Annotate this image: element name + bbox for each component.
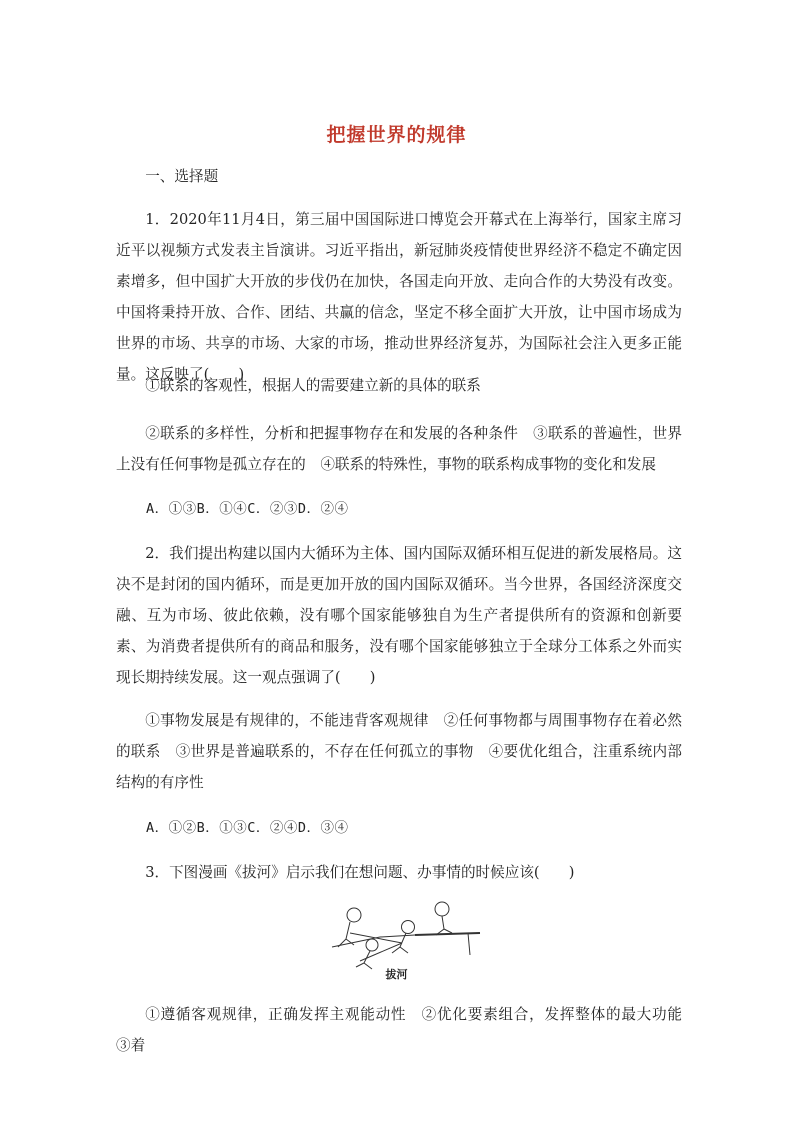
question-2-items: ①事物发展是有规律的，不能违背客观规律 ②任何事物都与周围事物存在着必然的联系 ③世界是普遍联系的，不存在任何孤立的事物 ④要优化组合，注重系统内部结构的有序性: [116, 712, 682, 791]
question-1-item-1: ①联系的客观性，根据人的需要建立新的具体的联系: [145, 377, 481, 394]
figure-head: [366, 939, 378, 951]
figure-head: [402, 921, 415, 934]
page-title: 把握世界的规律: [326, 124, 467, 146]
figure-body: [436, 916, 452, 935]
question-2-options: A．①②B．①③C．②④D．③④: [146, 820, 349, 836]
figure-head: [435, 902, 449, 916]
figure-head: [347, 908, 361, 922]
figure-caption: 拔河: [385, 968, 408, 981]
question-1-options: A．①③B．①④C．②③D．②④: [146, 501, 349, 517]
rope-line: [415, 933, 480, 935]
question-3-items: ①遵循客观规律，正确发挥主观能动性 ②优化要素组合，发挥整体的最大功能 ③着: [116, 1006, 697, 1054]
stake-line: [468, 933, 470, 955]
question-3-stem: 3．下图漫画《拔河》启示我们在想问题、办事情的时候应该( ): [145, 864, 575, 881]
figure-body: [338, 922, 354, 947]
rope-line: [380, 935, 415, 937]
question-1-items-2-4: ②联系的多样性，分析和把握事物存在和发展的各种条件 ③联系的普遍性，世界上没有任何事物是孤立存在的 ④联系的特殊性，事物的联系构成事物的变化和发展: [116, 425, 682, 473]
question-1-stem: 1．2020年11月4日，第三届中国国际进口博览会开幕式在上海举行，国家主席习近平以视频方式发表主旨演讲。习近平指出，新冠肺炎疫情使世界经济不稳定不确定因素增多，但中国扩大开放的步伐仍在加快，各国走向开放、走向合作的大势没有改变。中国将秉持开放、合作、团结、共赢的信念，坚定不移全面扩大开放，让中国市场成为世界的市场、共享的市场、大家的市场，推动世界经济复苏，为国际社会注入更多正能量。这反映了( ): [116, 211, 682, 383]
question-2-stem: 2．我们提出构建以国内大循环为主体、国内国际双循环相互促进的新发展格局。这决不是封闭的国内循环，而是更加开放的国内国际双循环。当今世界，各国经济深度交融、互为市场、彼此依赖，没有哪个国家能够独自为生产者提供所有的资源和创新要素、为消费者提供所有的商品和服务，没有哪个国家能够独立于全球分工体系之外而实现长期持续发展。这一观点强调了( ): [116, 545, 682, 686]
section-heading: 一、选择题: [145, 168, 219, 185]
